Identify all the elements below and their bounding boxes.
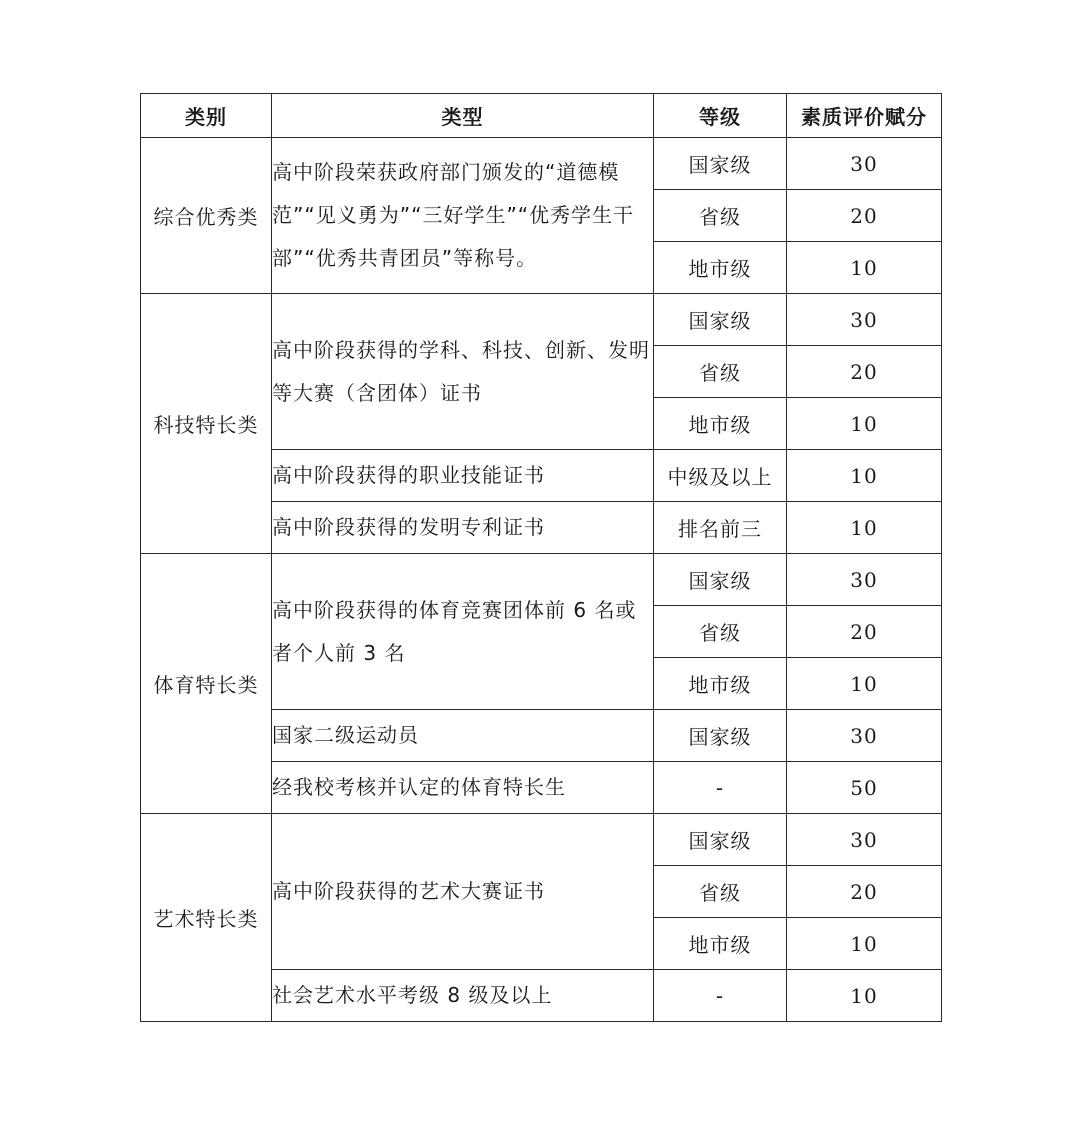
header-score: 素质评价赋分 xyxy=(787,94,942,138)
table-body xyxy=(141,138,942,1022)
score-cell: 50 xyxy=(787,762,942,814)
score-cell: 10 xyxy=(787,450,942,502)
category-cell: 综合优秀类 xyxy=(141,138,272,294)
level-cell: 地市级 xyxy=(654,398,787,450)
category-cell: 艺术特长类 xyxy=(141,814,272,1022)
table-row xyxy=(141,554,942,606)
level-cell: 地市级 xyxy=(654,918,787,970)
level-cell: 地市级 xyxy=(654,658,787,710)
category-cell: 体育特长类 xyxy=(141,554,272,814)
score-cell: 20 xyxy=(787,346,942,398)
level-cell: 省级 xyxy=(654,190,787,242)
category-cell: 科技特长类 xyxy=(141,294,272,554)
level-cell: 国家级 xyxy=(654,294,787,346)
score-cell: 30 xyxy=(787,554,942,606)
level-cell: 省级 xyxy=(654,606,787,658)
table-row xyxy=(141,814,942,866)
type-cell: 高中阶段获得的体育竞赛团体前 6 名或者个人前 3 名 xyxy=(272,554,654,710)
score-cell: 20 xyxy=(787,190,942,242)
score-cell: 10 xyxy=(787,970,942,1022)
type-cell: 高中阶段获得的学科、科技、创新、发明等大赛（含团体）证书 xyxy=(272,294,654,450)
score-cell: 20 xyxy=(787,866,942,918)
score-cell: 10 xyxy=(787,658,942,710)
level-cell: 地市级 xyxy=(654,242,787,294)
level-cell: 省级 xyxy=(654,866,787,918)
type-cell: 社会艺术水平考级 8 级及以上 xyxy=(272,970,654,1022)
level-cell: 国家级 xyxy=(654,138,787,190)
level-cell: - xyxy=(654,970,787,1022)
score-cell: 10 xyxy=(787,502,942,554)
type-cell: 高中阶段获得的发明专利证书 xyxy=(272,502,654,554)
type-cell: 高中阶段获得的职业技能证书 xyxy=(272,450,654,502)
level-cell: - xyxy=(654,762,787,814)
score-cell: 10 xyxy=(787,918,942,970)
type-cell: 经我校考核并认定的体育特长生 xyxy=(272,762,654,814)
level-cell: 中级及以上 xyxy=(654,450,787,502)
header-row xyxy=(141,94,942,138)
score-cell: 20 xyxy=(787,606,942,658)
type-cell: 高中阶段获得的艺术大赛证书 xyxy=(272,814,654,970)
table-row xyxy=(141,294,942,346)
score-cell: 10 xyxy=(787,398,942,450)
score-cell: 10 xyxy=(787,242,942,294)
type-cell: 国家二级运动员 xyxy=(272,710,654,762)
level-cell: 排名前三 xyxy=(654,502,787,554)
score-cell: 30 xyxy=(787,814,942,866)
quality-score-table xyxy=(140,93,942,1022)
level-cell: 国家级 xyxy=(654,554,787,606)
score-cell: 30 xyxy=(787,294,942,346)
header-level: 等级 xyxy=(654,94,787,138)
level-cell: 国家级 xyxy=(654,710,787,762)
type-cell: 高中阶段荣获政府部门颁发的“道德模范”“见义勇为”“三好学生”“优秀学生干部”“优秀共青团员”等称号。 xyxy=(272,138,654,294)
header-category: 类别 xyxy=(141,94,272,138)
header-type: 类型 xyxy=(272,94,654,138)
score-cell: 30 xyxy=(787,710,942,762)
level-cell: 省级 xyxy=(654,346,787,398)
score-cell: 30 xyxy=(787,138,942,190)
table-row xyxy=(141,138,942,190)
level-cell: 国家级 xyxy=(654,814,787,866)
